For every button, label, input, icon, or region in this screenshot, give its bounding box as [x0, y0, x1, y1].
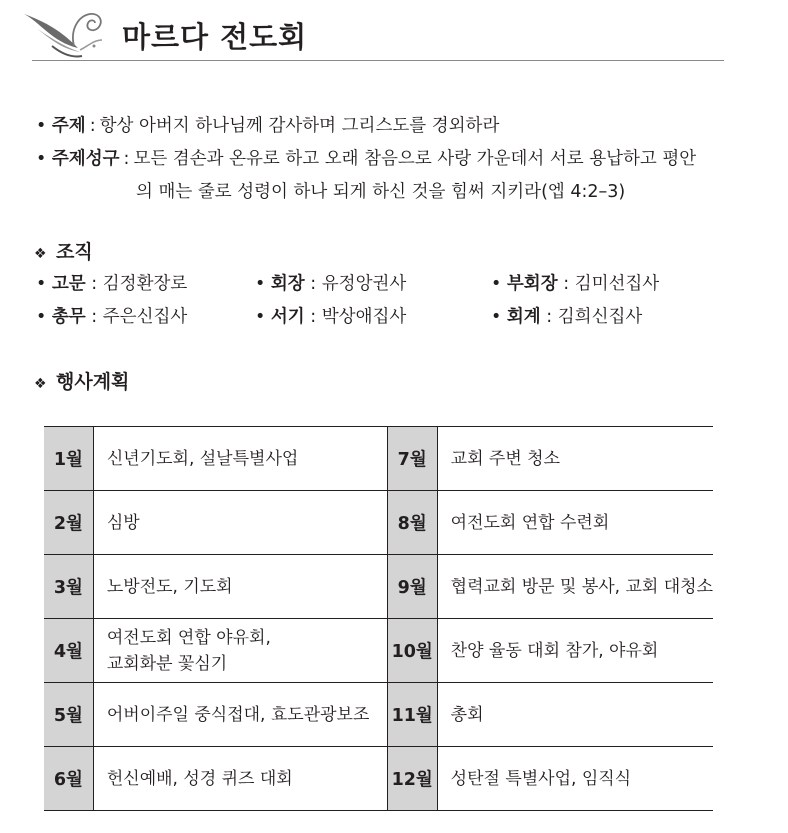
table-row — [44, 619, 713, 683]
event-cell — [93, 619, 387, 683]
leaf-swirl-logo-icon — [22, 6, 106, 60]
event-line: 협력교회 방문 및 봉사, 교회 대청소 — [450, 576, 713, 597]
org-member: • 회계 : 김희신집사 — [491, 307, 643, 327]
event-cell — [437, 683, 713, 747]
org-title: 조직 — [56, 241, 93, 263]
org-name: 김희신집사 — [557, 307, 643, 327]
theme-label: 주제 — [51, 116, 86, 136]
event-line: 찬양 율동 대회 참가, 야유회 — [450, 640, 659, 661]
event-line: 여전도회 연합 수련회 — [450, 512, 610, 533]
table-row — [44, 747, 713, 811]
month-cell: 7월 — [387, 427, 437, 491]
theme-verse-text: 모든 겸손과 온유로 하고 오래 참음으로 사랑 가운데서 서로 용납하고 평안 — [133, 149, 697, 169]
org-name: 김정환장로 — [102, 274, 188, 294]
theme-verse-continuation: 의 매는 줄로 성령이 하나 되게 하신 것을 힘써 지키라(엡 4:2–3) — [136, 182, 626, 202]
theme-item — [36, 110, 756, 143]
org-row — [36, 268, 659, 301]
diamond-bullet-icon: ❖ — [34, 376, 47, 392]
org-name: 김미선집사 — [574, 274, 660, 294]
event-line: 신년기도회, 설날특별사업 — [106, 448, 299, 469]
org-section — [36, 268, 659, 334]
theme-verse-label: 주제성구 — [51, 149, 120, 169]
event-cell — [93, 683, 387, 747]
event-cell — [93, 747, 387, 811]
title-divider — [32, 60, 724, 61]
org-member: • 회장 : 유정앙권사 — [255, 274, 407, 294]
month-cell: 11월 — [387, 683, 437, 747]
org-name: 유정앙권사 — [321, 274, 407, 294]
month-cell: 10월 — [387, 619, 437, 683]
event-line: 교회화분 꽃심기 — [106, 653, 228, 674]
event-cell — [93, 427, 387, 491]
month-cell: 5월 — [44, 683, 93, 747]
org-name: 주은신집사 — [102, 307, 188, 327]
theme-section — [36, 110, 756, 209]
org-member: • 서기 : 박상애집사 — [255, 307, 407, 327]
event-line: 심방 — [106, 512, 140, 533]
header — [22, 6, 724, 62]
org-role: 회장 — [270, 274, 305, 294]
bullet: • — [36, 116, 47, 136]
org-name: 박상애집사 — [321, 307, 407, 327]
month-cell: 1월 — [44, 427, 93, 491]
theme-text: 항상 아버지 하나님께 감사하며 그리스도를 경외하라 — [99, 116, 500, 136]
org-row — [36, 301, 659, 334]
table-row — [44, 427, 713, 491]
month-cell: 12월 — [387, 747, 437, 811]
table-row — [44, 555, 713, 619]
bullet: • — [36, 149, 47, 169]
event-cell — [437, 747, 713, 811]
table-row — [44, 491, 713, 555]
event-cell — [437, 619, 713, 683]
month-cell: 4월 — [44, 619, 93, 683]
month-cell: 9월 — [387, 555, 437, 619]
month-cell: 8월 — [387, 491, 437, 555]
table-row — [44, 683, 713, 747]
month-cell: 3월 — [44, 555, 93, 619]
org-member: • 부회장 : 김미선집사 — [491, 274, 660, 294]
org-role: 회계 — [506, 307, 541, 327]
separator: : — [89, 116, 96, 136]
org-section-title — [34, 237, 93, 264]
event-plan-table — [44, 426, 713, 811]
org-member: • 고문 : 김정환장로 — [36, 274, 188, 294]
event-line: 총회 — [450, 704, 484, 725]
event-line: 노방전도, 기도회 — [106, 576, 233, 597]
page-title: 마르다 전도회 — [122, 20, 308, 54]
plan-section-title — [34, 367, 129, 394]
plan-title: 행사계획 — [56, 371, 130, 393]
event-cell — [93, 555, 387, 619]
org-role: 총무 — [51, 307, 86, 327]
org-member: • 총무 : 주은신집사 — [36, 307, 188, 327]
theme-verse-item — [36, 143, 756, 176]
event-cell — [437, 555, 713, 619]
diamond-bullet-icon: ❖ — [34, 246, 47, 262]
event-cell — [437, 427, 713, 491]
org-role: 고문 — [51, 274, 86, 294]
event-line: 어버이주일 중식접대, 효도관광보조 — [106, 704, 370, 725]
event-plan-body — [44, 427, 713, 811]
event-cell — [437, 491, 713, 555]
event-line: 헌신예배, 성경 퀴즈 대회 — [106, 768, 293, 789]
org-role: 부회장 — [506, 274, 558, 294]
event-line: 교회 주변 청소 — [450, 448, 560, 469]
org-role: 서기 — [270, 307, 305, 327]
event-line: 여전도회 연합 야유회, — [106, 627, 271, 648]
event-line: 성탄절 특별사업, 임직식 — [450, 768, 632, 789]
separator: : — [123, 149, 130, 169]
month-cell: 6월 — [44, 747, 93, 811]
event-cell — [93, 491, 387, 555]
month-cell: 2월 — [44, 491, 93, 555]
